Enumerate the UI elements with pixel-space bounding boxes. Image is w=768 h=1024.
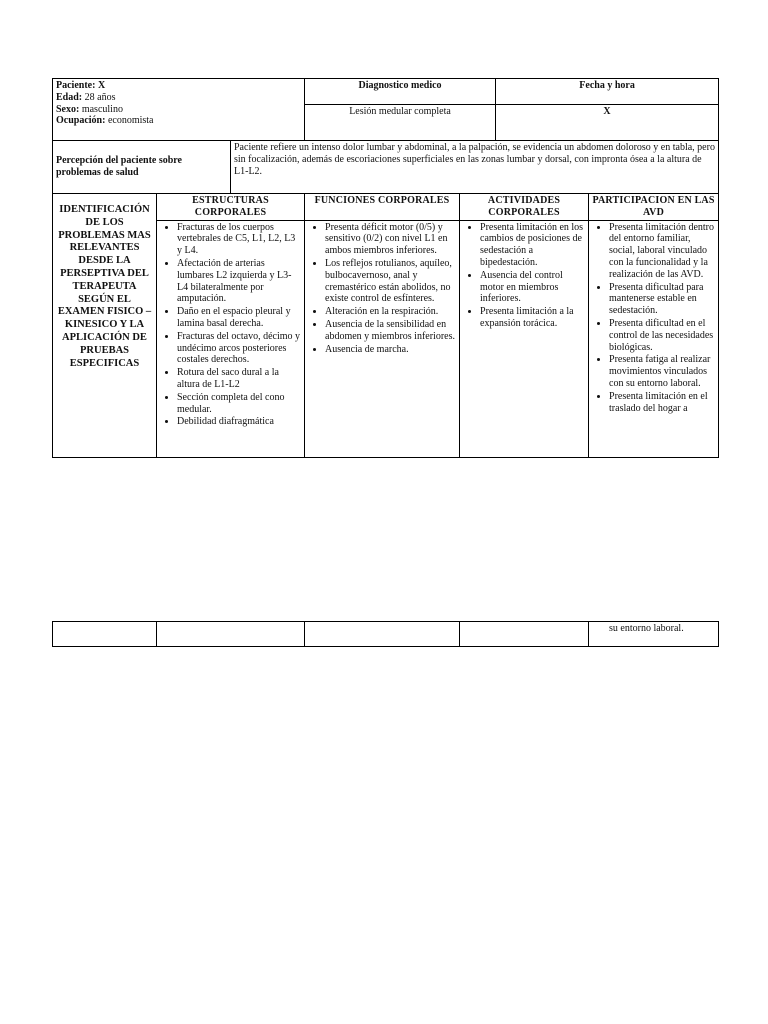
diagnosis-value: Lesión medular completa: [305, 105, 496, 141]
list-item: • Presenta dificultad para mantenerse estable en sedestación.: [609, 282, 715, 317]
patient-age-label: Edad:: [56, 91, 83, 103]
list-item: • Presenta limitación en el traslado del hogar a: [609, 391, 715, 415]
list-item: • Ausencia del control motor en miembros inferiores.: [480, 270, 585, 305]
patient-sex-label: Sexo:: [56, 103, 80, 115]
list-item: • Daño en el espacio pleural y lamina basal derecha.: [177, 306, 301, 330]
col-actividades: [460, 220, 589, 457]
col-head-actividades: ACTIVIDADES CORPORALES: [460, 194, 589, 221]
cont-cell-side: [53, 622, 157, 647]
col-head-participacion: PARTICIPACION EN LAS AVD: [589, 194, 719, 221]
col-participacion: [589, 220, 719, 457]
patient-occupation: economista: [107, 115, 154, 127]
cont-cell-funciones: [305, 622, 460, 647]
continuation-table: [52, 621, 719, 647]
estructuras-list: [160, 222, 301, 429]
funciones-list: [308, 222, 456, 356]
cont-cell-actividades: [460, 622, 589, 647]
cont-cell-participacion: su entorno laboral.: [589, 622, 719, 647]
list-item: • Presenta fatiga al realizar movimientos vinculados con su entorno laboral.: [609, 354, 715, 389]
list-item: • Presenta déficit motor (0/5) y sensitivo (0/2) con nivel L1 en ambos miembros inferiores.: [325, 222, 456, 257]
list-item: • Fracturas del octavo, décimo y undécimo arcos posteriores costales derechos.: [177, 331, 301, 366]
col-funciones: [305, 220, 460, 457]
col-head-funciones: FUNCIONES CORPORALES: [305, 194, 460, 221]
list-item: • Rotura del saco dural a la altura de L1-L2: [177, 367, 301, 391]
assessment-table: [52, 78, 719, 458]
date-value: X: [496, 105, 719, 141]
patient-name-label: Paciente:: [56, 80, 96, 91]
problems-side-label: IDENTIFICACIÓN DE LOS PROBLEMAS MAS RELEVANTES DESDE LA PERSEPTIVA DEL TERAPEUTA SEGÚN EL EXAMEN FISICO –KINESICO Y LA APLICACIÓN DE PRUEBAS ESPECIFICAS: [53, 194, 157, 458]
participacion-list: [592, 222, 715, 415]
list-item: • Presenta dificultad en el control de las necesidades biológicas.: [609, 318, 715, 353]
patient-name: X: [97, 80, 106, 91]
list-item: • Afectación de arterias lumbares L2 izquierda y L3-L4 bilateralmente por amputación.: [177, 258, 301, 305]
list-item: • Presenta limitación dentro del entorno familiar, social, laboral vinculado con la funcionalidad y la realización de las AVD.: [609, 222, 715, 281]
diagnosis-title: Diagnostico medico: [305, 79, 496, 105]
patient-age: 28 años: [84, 91, 116, 103]
list-item: • Sección completa del cono medular.: [177, 392, 301, 416]
list-item: • Presenta limitación en los cambios de posiciones de sedestación a bipedestación.: [480, 222, 585, 269]
col-estructuras: [157, 220, 305, 457]
list-item: • Los reflejos rotulianos, aquíleo, bulbocavernoso, anal y cremastérico están abolidos, no existe control de esfínteres.: [325, 258, 456, 305]
list-item: • Presenta limitación a la expansión torácica.: [480, 306, 585, 330]
perception-text: Paciente refiere un intenso dolor lumbar y abdominal, a la palpación, se evidencia un abdomen doloroso y en tabla, pero sin focalización, además de escoriaciones superficiales en las zonas lumbar y dorsal, con impronta ósea a la altura de L1-L2.: [231, 141, 719, 194]
list-item: • Fracturas de los cuerpos vertebrales de C5, L1, L2, L3 y L4.: [177, 222, 301, 257]
list-item: • Alteración en la respiración.: [325, 306, 456, 318]
list-item: • Debilidad diafragmática: [177, 416, 301, 428]
cont-cell-estructuras: [157, 622, 305, 647]
patient-sex: masculino: [81, 103, 123, 115]
col-head-estructuras: ESTRUCTURAS CORPORALES: [157, 194, 305, 221]
patient-occupation-label: Ocupación:: [56, 115, 106, 127]
list-item: • Ausencia de marcha.: [325, 344, 456, 356]
patient-info: [53, 79, 305, 141]
date-title: Fecha y hora: [496, 79, 719, 105]
actividades-list: [463, 222, 585, 330]
list-item: • Ausencia de la sensibilidad en abdomen y miembros inferiores.: [325, 319, 456, 343]
perception-label: Percepción del paciente sobre problemas de salud: [53, 141, 231, 194]
